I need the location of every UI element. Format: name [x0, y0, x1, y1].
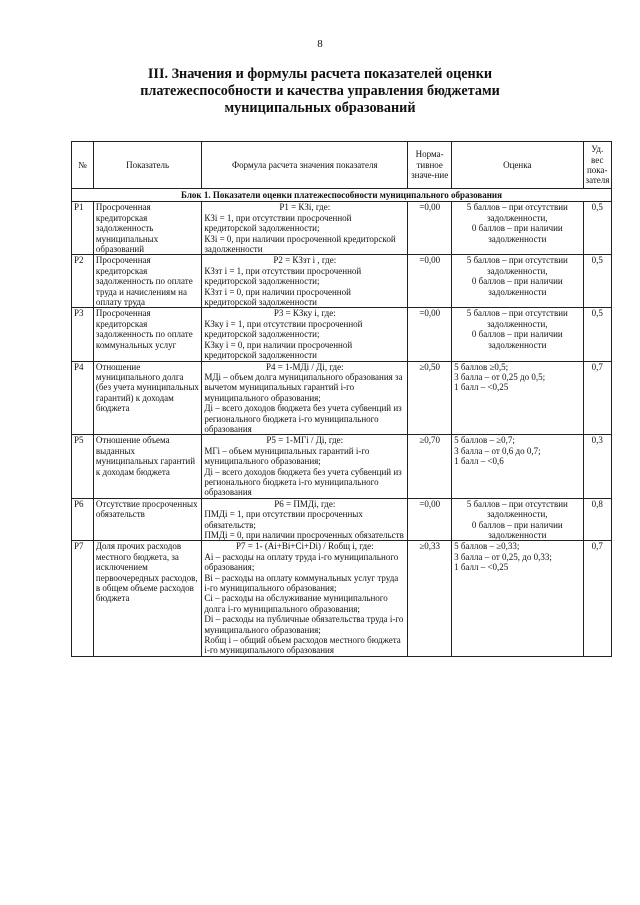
score-line: 5 баллов – при отсутствии задолженности,: [466, 202, 568, 223]
score-line: 3 балла – от 0,25 до 0,5;: [454, 371, 546, 382]
row-normative: ≥0,50: [408, 361, 452, 435]
row-normative: =0,00: [408, 498, 452, 541]
row-id: P1: [72, 202, 94, 255]
header-score: Оценка: [452, 142, 583, 189]
row-indicator: Отсутствие просроченных обязательств: [93, 498, 201, 541]
formula-head: P1 = КЗi, где:: [279, 202, 331, 213]
row-normative: ≥0,33: [408, 541, 452, 656]
row-indicator: Доля прочих расходов местного бюджета, за исключением первоочередных расходов, в общем объеме расходов бюджета: [93, 541, 201, 656]
score-line: 0 баллов – при наличии задолженности: [471, 519, 563, 540]
score-line: 0 баллов – при наличии задолженности: [471, 223, 563, 244]
formula-line: КЗку i = 0, при наличии просроченной кредиторской задолженности: [204, 339, 353, 361]
row-indicator: Просроченная кредиторская задолженность муниципальных образований: [93, 202, 201, 255]
formula-line: Ai – расходы на оплату труда i-го муниципального образования;: [204, 551, 399, 573]
row-weight: 0,7: [583, 361, 611, 435]
score-line: 3 балла – от 0,25, до 0,33;: [454, 551, 552, 562]
row-id: P7: [72, 541, 94, 656]
score-line: 1 балл – <0,6: [454, 456, 504, 467]
row-formula: [202, 435, 408, 498]
score-line: 3 балла – от 0,6 до 0,7;: [454, 445, 541, 456]
row-score: [452, 308, 583, 361]
table-row: [72, 361, 612, 435]
row-formula: [202, 541, 408, 656]
row-formula: [202, 202, 408, 255]
block-1-title: Блок 1. Показатели оценки платежеспособности муниципального образования: [72, 189, 612, 202]
row-normative: ≥0,70: [408, 435, 452, 498]
row-normative: =0,00: [408, 255, 452, 308]
formula-head: P4 = 1-МДi / Дi, где:: [265, 361, 344, 372]
score-line: 0 баллов – при наличии задолженности: [471, 329, 563, 350]
row-id: P4: [72, 361, 94, 435]
formula-line: МДi – объем долга муниципального образования за вычетом муниципальных гарантий i-го муниципального образования;: [204, 371, 403, 403]
row-indicator: Просроченная кредиторская задолженность по оплате коммунальных услуг: [93, 308, 201, 361]
row-score: [452, 498, 583, 541]
formula-line: ПМДi = 1, при отсутствии просроченных обязательств;: [204, 509, 363, 530]
row-id: P5: [72, 435, 94, 498]
table-row: [72, 202, 612, 255]
row-weight: 0,5: [583, 202, 611, 255]
table-body: [72, 189, 612, 657]
row-normative: =0,00: [408, 202, 452, 255]
formula-head: P5 = 1-МГi / Дi, где:: [266, 435, 344, 446]
row-normative: =0,00: [408, 308, 452, 361]
formula-line: КЗi = 1, при отсутствии просроченной кредиторской задолженности;: [204, 212, 352, 234]
formula-head: P3 = КЗку i, где:: [273, 308, 336, 319]
row-score: [452, 541, 583, 656]
formula-line: ПМДi = 0, при наличии просроченных обязательств: [204, 530, 404, 540]
formula-head: P2 = КЗзт i , где:: [273, 255, 337, 266]
formula-line: Ci – расходы на обслуживание муниципального долга i-го муниципального образования;: [204, 593, 388, 614]
formula-line: МГi – объем муниципальных гарантий i-го муниципального образования;: [204, 445, 370, 467]
block-title-row: [72, 189, 612, 202]
score-line: 1 балл – <0,25: [454, 382, 509, 393]
score-line: 5 баллов – при отсутствии задолженности,: [466, 255, 568, 276]
page-number: 8: [317, 38, 323, 50]
row-indicator: Просроченная кредиторская задолженность по оплате труда и начислениям на оплату труда: [93, 255, 201, 308]
row-score: [452, 361, 583, 435]
row-indicator: Отношение объема выданных муниципальных гарантий к доходам бюджета: [93, 435, 201, 498]
row-formula: [202, 361, 408, 435]
header-indicator: Показатель: [93, 142, 201, 189]
table-row: [72, 541, 612, 656]
score-line: 5 баллов – ≥0,7;: [454, 435, 515, 446]
row-id: P2: [72, 255, 94, 308]
row-formula: [202, 498, 408, 541]
formula-line: КЗзт i = 0, при наличии просроченной кредиторской задолженности: [204, 286, 351, 308]
header-formula: Формула расчета значения показателя: [202, 142, 408, 189]
indicators-table: [71, 141, 612, 657]
score-line: 1 балл – <0,25: [454, 562, 509, 573]
row-weight: 0,5: [583, 308, 611, 361]
score-line: 0 баллов – при наличии задолженности: [471, 276, 563, 297]
score-line: 5 баллов – ≥0,33;: [454, 541, 520, 552]
score-line: 5 баллов – при отсутствии задолженности,: [466, 498, 568, 520]
table-row: [72, 435, 612, 498]
score-line: 5 баллов – при отсутствии задолженности,: [466, 308, 568, 329]
row-id: P6: [72, 498, 94, 541]
row-score: [452, 202, 583, 255]
row-weight: 0,5: [583, 255, 611, 308]
row-formula: [202, 308, 408, 361]
formula-head: P6 = ПМДi, где:: [274, 498, 336, 509]
row-indicator: Отношение муниципального долга (без учета муниципальных гарантий) к доходам бюджета: [93, 361, 201, 435]
row-weight: 0,3: [583, 435, 611, 498]
row-weight: 0,7: [583, 541, 611, 656]
formula-line: Дi – всего доходов бюджета без учета субвенций из регионального бюджета i-го муниципального образования: [204, 466, 402, 498]
formula-line: Di – расходы на публичные обязательства труда i-го муниципального образования;: [204, 614, 404, 635]
table-row: [72, 255, 612, 308]
document-title: III. Значения и формулы расчета показателей оценки платежеспособности и качества управления бюджетами муниципальных образований: [140, 66, 500, 116]
table-row: [72, 498, 612, 541]
formula-line: Bi – расходы на оплату коммунальных услуг труда i-го муниципального образования;: [204, 572, 399, 594]
formula-line: КЗку i = 1, при отсутствии просроченной кредиторской задолженности;: [204, 318, 363, 340]
row-formula: [202, 255, 408, 308]
score-line: 5 баллов ≥0,5;: [454, 361, 509, 372]
formula-line: Дi – всего доходов бюджета без учета субвенций из регионального бюджета i-го муниципального образования: [204, 403, 402, 434]
table-header-row: [72, 142, 612, 189]
row-score: [452, 435, 583, 498]
formula-line: КЗi = 0, при наличии просроченной кредиторской задолженности: [204, 233, 396, 255]
formula-line: Rобщ i – общий объем расходов местного бюджета i-го муниципального образования: [204, 635, 401, 656]
header-normative: Норма-тивное значе-ние: [408, 142, 452, 189]
header-weight: Уд. вес пока-зателя: [583, 142, 611, 189]
row-weight: 0,8: [583, 498, 611, 541]
formula-head: P7 = 1- (Ai+Bi+Ci+Di) / Rобщ i, где:: [235, 541, 374, 552]
formula-line: КЗзт i = 1, при отсутствии просроченной кредиторской задолженности;: [204, 265, 362, 287]
row-id: P3: [72, 308, 94, 361]
table-row: [72, 308, 612, 361]
row-score: [452, 255, 583, 308]
header-num: №: [72, 142, 94, 189]
